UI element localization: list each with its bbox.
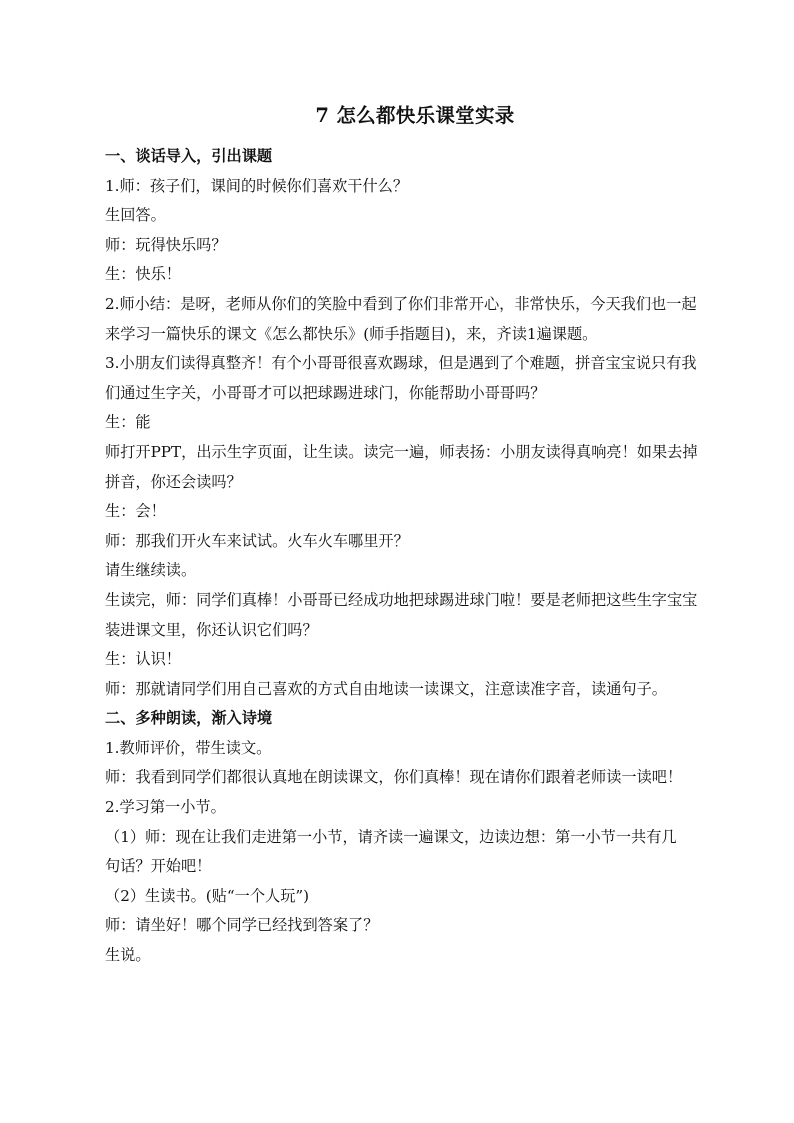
text-line: 师：玩得快乐吗？ xyxy=(105,235,227,254)
text-line: 生：认识！ xyxy=(105,650,181,669)
text-line: 拼音，你还会读吗？ xyxy=(105,472,242,491)
document-body xyxy=(105,142,725,971)
text-line: 们通过生字关，小哥哥才可以把球踢进球门，你能帮助小哥哥吗？ xyxy=(105,383,546,402)
text-line: 请生继续读。 xyxy=(105,561,197,580)
text-line: （1）师：现在让我们走进第一小节，请齐读一遍课文，边读边想：第一小节一共有几 xyxy=(105,827,677,846)
text-line: 生：快乐！ xyxy=(105,265,181,284)
text-line: 1.教师评价，带生读文。 xyxy=(105,738,272,757)
text-line: 装进课文里，你还认识它们吗？ xyxy=(105,620,318,639)
document-title: 7 怎么都快乐课堂实录 xyxy=(315,104,515,127)
text-line: 师：那我们开火车来试试。火车火车哪里开？ xyxy=(105,531,409,550)
text-line: 生说。 xyxy=(105,946,151,965)
text-line: 来学习一篇快乐的课文《怎么都快乐》(师手指题目)，来，齐读1遍课题。 xyxy=(105,324,598,343)
section-heading: 二、多种朗读，渐入诗境 xyxy=(105,709,273,728)
text-line: 2.师小结：是呀，老师从你们的笑脸中看到了你们非常开心，非常快乐，今天我们也一起 xyxy=(105,294,697,313)
text-line: 3.小朋友们读得真整齐！有个小哥哥很喜欢踢球，但是遇到了个难题，拼音宝宝说只有我 xyxy=(105,354,697,373)
text-line: 生：能 xyxy=(105,413,151,432)
section-heading: 一、谈话导入，引出课题 xyxy=(105,147,273,165)
text-line: 师：请坐好！哪个同学已经找到答案了？ xyxy=(105,916,379,935)
text-line: 生：会！ xyxy=(105,502,166,521)
text-line: 师：我看到同学们都很认真地在朗读课文，你们真棒！现在请你们跟着老师读一读吧！ xyxy=(105,768,683,787)
text-line: 生回答。 xyxy=(105,206,166,225)
text-line: （2）生读书。(贴“一个人玩”) xyxy=(105,886,310,905)
text-line: 生读完，师：同学们真棒！小哥哥已经成功地把球踢进球门啦！要是老师把这些生字宝宝 xyxy=(105,590,698,609)
text-line: 1.师：孩子们，课间的时候你们喜欢干什么？ xyxy=(105,176,409,195)
text-line: 句话？开始吧！ xyxy=(105,857,212,876)
text-line: 师：那就请同学们用自己喜欢的方式自由地读一读课文，注意读准字音，读通句子。 xyxy=(105,679,667,698)
text-line: 师打开PPT，出示生字页面，让生读。读完一遍，师表扬：小朋友读得真响亮！如果去掉 xyxy=(105,442,698,461)
text-line: 2.学习第一小节。 xyxy=(105,798,226,817)
